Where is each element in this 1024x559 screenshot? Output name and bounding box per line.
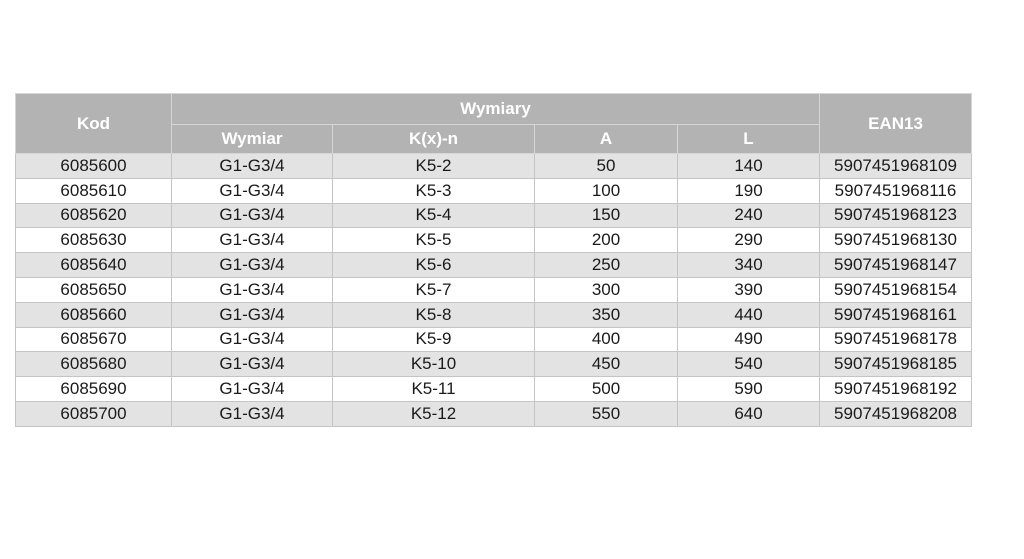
- cell-a: 200: [535, 228, 678, 253]
- cell-l: 540: [678, 352, 820, 377]
- cell-kod: 6085630: [16, 228, 172, 253]
- cell-l: 340: [678, 253, 820, 278]
- header-row-top: [16, 94, 972, 125]
- cell-l: 140: [678, 154, 820, 179]
- cell-a: 100: [535, 178, 678, 203]
- cell-kxn: K5-2: [333, 154, 535, 179]
- table-row: [16, 327, 972, 352]
- cell-wymiar: G1-G3/4: [172, 228, 333, 253]
- cell-a: 250: [535, 253, 678, 278]
- cell-kxn: K5-7: [333, 277, 535, 302]
- cell-kxn: K5-3: [333, 178, 535, 203]
- cell-a: 400: [535, 327, 678, 352]
- cell-wymiar: G1-G3/4: [172, 277, 333, 302]
- cell-ean: 5907451968161: [820, 302, 972, 327]
- cell-a: 500: [535, 377, 678, 402]
- cell-ean: 5907451968192: [820, 377, 972, 402]
- cell-l: 240: [678, 203, 820, 228]
- cell-a: 300: [535, 277, 678, 302]
- cell-kod: 6085610: [16, 178, 172, 203]
- cell-ean: 5907451968130: [820, 228, 972, 253]
- table-row: [16, 178, 972, 203]
- cell-wymiar: G1-G3/4: [172, 401, 333, 426]
- cell-kxn: K5-8: [333, 302, 535, 327]
- cell-l: 590: [678, 377, 820, 402]
- cell-ean: 5907451968109: [820, 154, 972, 179]
- cell-kod: 6085640: [16, 253, 172, 278]
- cell-kod: 6085600: [16, 154, 172, 179]
- header-kxn: K(x)-n: [333, 125, 535, 154]
- cell-wymiar: G1-G3/4: [172, 178, 333, 203]
- cell-kod: 6085670: [16, 327, 172, 352]
- cell-l: 640: [678, 401, 820, 426]
- cell-wymiar: G1-G3/4: [172, 203, 333, 228]
- cell-kxn: K5-6: [333, 253, 535, 278]
- cell-kod: 6085650: [16, 277, 172, 302]
- cell-ean: 5907451968178: [820, 327, 972, 352]
- table-row: [16, 253, 972, 278]
- cell-kxn: K5-5: [333, 228, 535, 253]
- cell-l: 190: [678, 178, 820, 203]
- cell-ean: 5907451968185: [820, 352, 972, 377]
- table-row: [16, 377, 972, 402]
- cell-wymiar: G1-G3/4: [172, 352, 333, 377]
- cell-ean: 5907451968154: [820, 277, 972, 302]
- cell-l: 390: [678, 277, 820, 302]
- cell-wymiar: G1-G3/4: [172, 302, 333, 327]
- cell-ean: 5907451968208: [820, 401, 972, 426]
- cell-wymiar: G1-G3/4: [172, 377, 333, 402]
- header-kod: Kod: [16, 94, 172, 154]
- cell-ean: 5907451968116: [820, 178, 972, 203]
- header-wymiary: Wymiary: [172, 94, 820, 125]
- cell-wymiar: G1-G3/4: [172, 327, 333, 352]
- cell-a: 150: [535, 203, 678, 228]
- cell-kxn: K5-4: [333, 203, 535, 228]
- cell-l: 290: [678, 228, 820, 253]
- cell-l: 440: [678, 302, 820, 327]
- table-row: [16, 203, 972, 228]
- header-l: L: [678, 125, 820, 154]
- cell-ean: 5907451968123: [820, 203, 972, 228]
- cell-l: 490: [678, 327, 820, 352]
- cell-kxn: K5-11: [333, 377, 535, 402]
- cell-wymiar: G1-G3/4: [172, 154, 333, 179]
- cell-wymiar: G1-G3/4: [172, 253, 333, 278]
- cell-kod: 6085680: [16, 352, 172, 377]
- cell-a: 50: [535, 154, 678, 179]
- table-row: [16, 352, 972, 377]
- cell-kxn: K5-10: [333, 352, 535, 377]
- cell-kod: 6085700: [16, 401, 172, 426]
- cell-kod: 6085690: [16, 377, 172, 402]
- table-row: [16, 228, 972, 253]
- cell-ean: 5907451968147: [820, 253, 972, 278]
- table-row: [16, 277, 972, 302]
- table-row: [16, 302, 972, 327]
- cell-a: 350: [535, 302, 678, 327]
- cell-kxn: K5-12: [333, 401, 535, 426]
- cell-a: 550: [535, 401, 678, 426]
- header-ean13: EAN13: [820, 94, 972, 154]
- cell-kod: 6085660: [16, 302, 172, 327]
- header-wymiar: Wymiar: [172, 125, 333, 154]
- table-row: [16, 401, 972, 426]
- product-spec-table: [15, 93, 972, 427]
- table-row: [16, 154, 972, 179]
- cell-kxn: K5-9: [333, 327, 535, 352]
- header-a: A: [535, 125, 678, 154]
- cell-a: 450: [535, 352, 678, 377]
- cell-kod: 6085620: [16, 203, 172, 228]
